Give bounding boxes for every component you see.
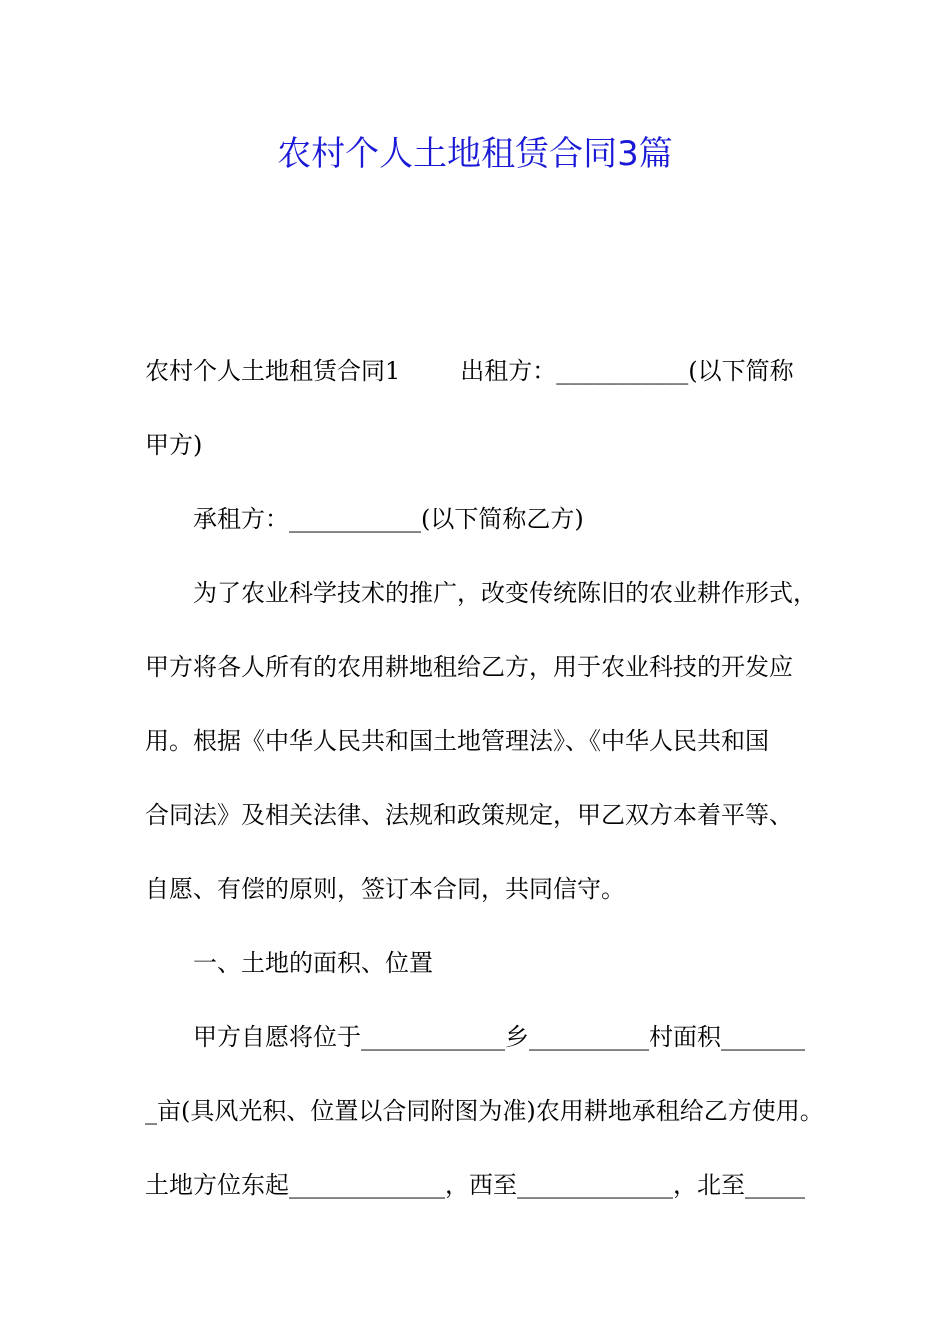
document-body [145, 334, 825, 1222]
paragraph-line [145, 334, 825, 408]
paragraph-line: 自愿、有偿的原则，签订本合同，共同信守。 [145, 875, 625, 903]
page-title: 农村个人土地租赁合同3篇 [277, 134, 673, 174]
paragraph-line: 甲方将各人所有的农用耕地租给乙方，用于农业科技的开发应 [145, 653, 793, 681]
paragraph-line: 合同法》及相关法律、法规和政策规定，甲乙双方本着平等、 [145, 801, 793, 829]
paragraph-line: 甲方) [145, 431, 203, 459]
paragraph-line: 为了农业科学技术的推广，改变传统陈旧的农业耕作形式， [193, 579, 817, 607]
lessee-field: 承租方：___________(以下简称乙方) [193, 505, 584, 533]
lessor-field: 出租方：___________(以下简称 [460, 357, 794, 385]
contract-heading: 农村个人土地租赁合同1 [145, 357, 401, 385]
paragraph-line: 甲方自愿将位于____________乡__________村面积_______ [193, 1023, 805, 1051]
paragraph-line: 用。根据《中华人民共和国土地管理法》、《中华人民共和国 [145, 727, 769, 755]
section-heading: 一、土地的面积、位置 [193, 949, 433, 977]
paragraph-line: _亩(具风光积、位置以合同附图为准)农用耕地承租给乙方使用。 [145, 1097, 824, 1125]
paragraph-line: 土地方位东起_____________，西至_____________，北至_____ [145, 1171, 805, 1199]
